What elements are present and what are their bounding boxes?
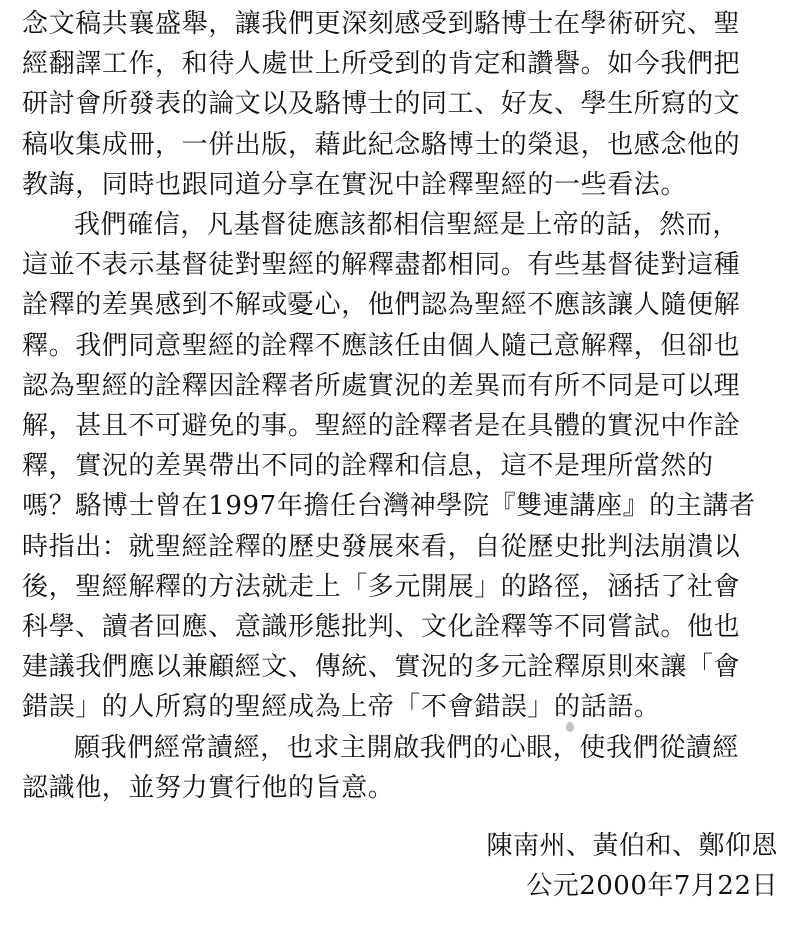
text-line: 時指出：就聖經詮釋的歷史發展來看，自從歷史批判法崩潰以	[22, 532, 741, 562]
text-line: 認識他，並努力實行他的旨意。	[22, 773, 395, 803]
scan-smudge	[288, 292, 292, 306]
scan-smudge	[286, 592, 289, 595]
text-line: 這並不表示基督徒對聖經的解釋盡都相同。有些基督徒對這種	[22, 250, 741, 280]
text-line: 釋，實況的差異帶出不同的詮釋和信息，這不是理所當然的	[22, 451, 714, 481]
text-line: 錯誤」的人所寫的聖經成為上帝「不會錯誤」的話語。	[22, 692, 661, 722]
signature-authors: 陳南州、黃伯和、鄭仰恩	[486, 831, 778, 861]
text-line: 認為聖經的詮釋因詮釋者所處實況的差異而有所不同是可以理	[22, 371, 741, 401]
text-line: 念文稿共襄盛舉，讓我們更深刻感受到駱博士在學術研究、聖	[22, 9, 741, 39]
text-line: 詮釋的差異感到不解或憂心，他們認為聖經不應該讓人隨便解	[22, 290, 741, 320]
text-line: 稿收集成冊，一併出版，藉此紀念駱博士的榮退，也感念他的	[22, 130, 741, 160]
text-line: 研討會所發表的論文以及駱博士的同工、好友、學生所寫的文	[22, 89, 741, 119]
text-line: 我們確信，凡基督徒應該都相信聖經是上帝的話，然而，	[74, 210, 740, 240]
text-line: 釋。我們同意聖經的詮釋不應該任由個人隨己意解釋，但卻也	[22, 331, 741, 361]
text-line: 經翻譯工作，和待人處世上所受到的肯定和讚譽。如今我們把	[22, 49, 741, 79]
text-line: 願我們經常讀經，也求主開啟我們的心眼，使我們從讀經	[74, 733, 740, 763]
text-line: 教誨，同時也跟同道分享在實況中詮釋聖經的一些看法。	[22, 170, 688, 200]
text-line: 嗎？駱博士曾在1997年擔任台灣神學院『雙連講座』的主講者	[22, 491, 756, 521]
text-line: 建議我們應以兼顧經文、傳統、實況的多元詮釋原則來讓「會	[22, 652, 741, 682]
text-line: 後，聖經解釋的方法就走上「多元開展」的路徑，涵括了社會	[22, 572, 741, 602]
text-line: 解，甚且不可避免的事。聖經的詮釋者是在具體的實況中作詮	[22, 411, 741, 441]
signature-date: 公元2000年7月22日	[526, 871, 778, 901]
text-line: 科學、讀者回應、意識形態批判、文化詮釋等不同嘗試。他也	[22, 612, 741, 642]
scan-smudge	[566, 722, 574, 732]
